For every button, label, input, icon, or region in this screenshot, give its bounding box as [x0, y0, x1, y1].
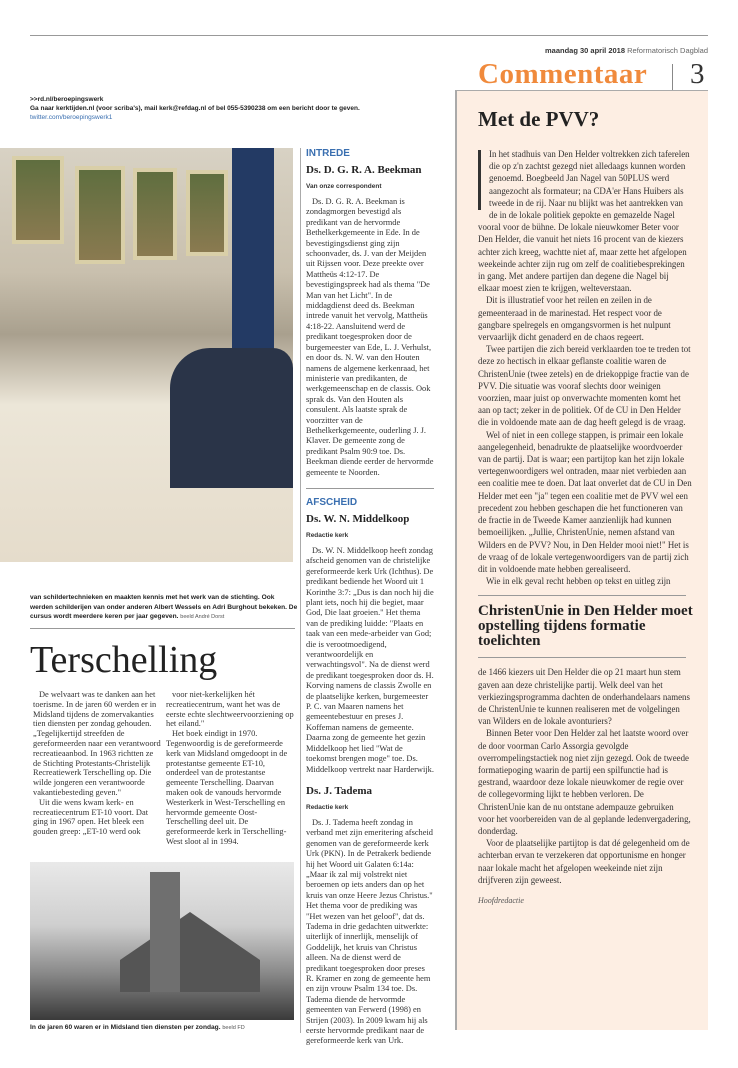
- afscheid-item: AFSCHEID Ds. W. N. Middelkoop Redactie kerk Ds. W. N. Middelkoop heeft zondag afscheid genomen van de christelijke gereformeerde kerk Urk (Ichthus). De predikant bediende het Woord uit 1 Korinthe 3:7: „Dus is dan noch hij die plant iets, noch hij die begiet, maar God, Die laat groeien." Het thema van de prediking luidde: "Plaats en taak van een mede-arbeider van God; die is verootmoedigend, verantwoordelijk en verwachtingsvol". Na de dienst werd de predikant toegesproken door ds. H. Korving namens de classis Zwolle en de plaatselijke kerken, burgemeester P. C. van Maaren namens het gemeentebestuur en preses J. Koffeman namens de gemeente. Daarna zong de gemeente het gezin Middelkoop het lied "Wat de toekomst brengen moge" toe. Ds. Middelkoop vertrekt naar Harderwijk.: [306, 496, 434, 774]
- article-column-2: voor niet-kerkelijken hét recreatiecentrum, want het was de eerste echte slechtweervoorziening op het eiland." Het boek eindigt in 1970. Tegenwoordig is de gereformeerde kerk van Midsland omgedoopt in de protestantse gemeente ET-10, onderdeel van de protestantse gemeente Terschelling. Daarvan maken ook de vanouds hervormde Westerkerk in West-Terschelling en hervormde gemeente Oost-Terschelling deel uit. De gereformeerde kerk in Terschelling-West sloot al in 1994.: [166, 690, 294, 846]
- info-text: Ga naar kerktijden.nl (voor scriba's), mail kerk@refdag.nl of bel 055-5390238 om een bericht door te geven.: [30, 105, 360, 112]
- paper-name: Reformatorisch Dagblad: [627, 46, 708, 55]
- top-rule: [30, 35, 708, 36]
- section-title: Commentaar: [478, 58, 648, 90]
- divider: [478, 657, 686, 658]
- divider: [30, 628, 295, 629]
- editorial-column: [478, 148, 692, 905]
- intrede-item: INTREDE Ds. D. G. R. A. Beekman Van onze correspondent Ds. D. G. R. A. Beekman is zondagmorgen bevestigd als predikant van de hervormde Bethelkerkgemeente in Ede. In de bevestigingsdienst ging zijn schoonvader, ds. J. van der Meijden uit Rijssen voor. Deze preekte over Mattheüs 4:12-17. De bevestigingspreek had als thema "De Man van het Licht". In de middagdienst deed ds. Beekman intrede vanuit het vervolg, Mattheüs 4:18-22. Aansluitend werd de predikant toegesproken door de burgemeester van Ede, L. J. Verhulst, en door ds. N. W. van den Houten namens de algemene kerkenraad, het ministerie van predikanten, de werkgemeenschap en de classis. Ook sprak ds. Van den Houten als consulent. Als laatste sprak de voorzitter van de Bethelkerkgemeente, ouderling J. J. Klaver. De gemeente zong de predikant Psalm 90:9 toe. Ds. Beekman diende eerder de hervormde gemeente te Noorden.: [306, 148, 434, 477]
- twitter-link[interactable]: twitter.com/beroepingswerk1: [30, 114, 113, 121]
- editorial-body: In het stadhuis van Den Helder voltrekken zich taferelen die op z'n zachtst gezegd niet alledaags kunnen worden genoemd. Boegbeeld Jan Nagel van 50PLUS werd aangezocht als formateur; na CDA'er Hans Huibers als tweede in de rij. Naar nu blijkt was het aantrekken van de in de lokale politiek gepokte en gemazelde Nagel vooral voor de bühne. De lokale nieuwkomer Beter voor Den Helder, die vanuit het niets 16 procent van de kiezers achter zich kreeg, wachtte niet af, maar zette het afgelopen weekeinde achter zijn rug om zelf de coalitiebesprekingen in gang. Met andere partijen dan degene die Nagel bij elkaar moest zien te krijgen, welteverstaan. Dit is illustratief voor het reilen en zeilen in de gemeenteraad in de marinestad. Het respect voor de gangbare spelregels en omgangsvormen is het nulpunt vervaarlijk dicht genaderd en de chaos regeert. Twee partijen die zich bereid verklaarden toe te treden tot deze zo hectisch in elkaar geflanste coalitie waren de ChristenUnie (twee zetels) en de driekoppige fractie van de PVV. Die situatie was vooraf slechts door weinigen voorzien, maar juist op onverwachte momenten komt het aan op tact; zeker in de politiek. Of de CU in Den Helder die in voldoende mate aan de dag heeft gelegd is de vraag. Wel of niet in een college stappen, is primair een lokale aangelegenheid, benadrukte de plaatselijke woordvoerder van de partij. Dat is waar; een partijtop kan het zijn lokale vertegenwoordigers wel ontraden, maar niet verbieden aan een coalitie mee te doen. Dat laat onverlet dat de CU in Den Helder met een "ja" tegen een coalitie met de PVV wel een precedent zou hebben geschapen die het functioneren van de fractie in de Tweede Kamer aanzienlijk had kunnen bemoeilijken. „Jullie, ChristenUnie, nemen afstand van Wilders en de PVV? Nou, in Den Helder mooi niet!" Het is de vraag of de lokale vertegenwoordigers van de partij zich dit in voldoende mate hebben gerealiseerd. Wie in elk geval recht hebben op tekst en uitleg zijn: [478, 149, 692, 587]
- item-title: Ds. D. G. R. A. Beekman: [306, 164, 422, 176]
- kicker: INTREDE: [306, 148, 350, 159]
- divider: [306, 488, 434, 489]
- divider: [672, 64, 673, 90]
- church-photo: [30, 862, 294, 1020]
- divider: [478, 595, 686, 596]
- church-news-column: [306, 148, 434, 1057]
- article-column-1: De welvaart was te danken aan het toerisme. In de jaren 60 werden er in Midsland tijdens de zomervakanties tien diensten per zondag gehouden. „Tegelijkertijd streefden de gereformeerden naar een verantwoord recreatieaanbod. In 1963 richtten ze de Stichting Protestants-Christelijk Recreatiewerk Terschelling op. Die wilde jongeren een verantwoorde vakantiebesteding geven." Uit die wens kwam kerk- en recreatiecentrum ET-10 voort. Dat ging in 1967 open. Het bleek een gouden greep: „ET-10 werd ook: [33, 690, 161, 837]
- column-divider: [300, 148, 301, 1033]
- editorial-subheadline: ChristenUnie in Den Helder moet opstelling tijdens formatie toelichten: [478, 603, 693, 650]
- page-number: 3: [690, 58, 705, 90]
- article-headline: Terschelling: [30, 639, 218, 681]
- tadema-item: Ds. J. Tadema Redactie kerk Ds. J. Tadema heeft zondag in verband met zijn emeritering afscheid genomen van de gereformeerde kerk Urk (PKN). In de Petrakerk bediende hij het Woord uit Galaten 6:14a: „Maar ik zal mij volstrekt niet beroemen op iets anders dan op het kruis van onze Heere Jezus Christus." Het thema voor de prediking was "Het wezen van het geloof", dat ds. Tadema in drie gedachten uitwerkte: uiterlijk of innerlijk, menselijk of Goddelijk, het kruis van Christus alleen. Na de dienst werd de predikant toegesproken door preses R. Kramer en zong de gemeente hem en zijn vrouw Psalm 134 toe. Ds. Tadema diende de hervormde gemeenten van Ferwerd (1998) en Strijen (2003). In 2009 kwam hij als eerste hervormde predikant naar de gereformeerde kerk van Urk.: [306, 784, 433, 1046]
- dateline: [545, 46, 708, 55]
- info-link[interactable]: >>rd.nl/beroepingswerk: [30, 96, 104, 103]
- drop-cap-bar: [478, 150, 481, 210]
- photo-credit: beeld André Dorst: [180, 614, 225, 620]
- date: maandag 30 april 2018: [544, 46, 626, 55]
- photo-credit: beeld FD: [222, 1025, 245, 1031]
- painting-class-photo: [0, 148, 293, 562]
- byline: Redactie kerk: [306, 803, 349, 811]
- info-box: [30, 95, 360, 122]
- byline: Redactie kerk: [306, 531, 349, 539]
- signature: Hoofdredactie: [478, 895, 524, 905]
- byline: Van onze correspondent: [306, 183, 382, 190]
- item-title: Ds. J. Tadema: [306, 784, 373, 797]
- photo-caption: In de jaren 60 waren er in Midsland tien diensten per zondag. beeld FD: [30, 1024, 245, 1031]
- editorial-headline: Met de PVV?: [478, 107, 600, 131]
- kicker: AFSCHEID: [306, 496, 358, 508]
- editorial-body-continued: de 1466 kiezers uit Den Helder die op 21 maart hun stem gaven aan deze christelijke partij. Welk deel van het verkiezingsprogramma dachten de onderhandelaars namens de ChristenUnie te kunnen realiseren met de volgelingen van Wilders en de lokale avonturiers? Binnen Beter voor Den Helder zal het laatste woord over de door voorman Carlo Assorgia gevolgde overrompelingstactiek nog niet zijn gezegd. Ook de tweede formatiepoging waarin de partij een spilfunctie had is gestrand, waardoor deze lokale nieuwkomer de regie over de collegevorming lijkt te hebben verloren. De ChristenUnie kan de nu ontstane adempauze gebruiken voor het voorbereiden van de al geplande ledenvergadering, donderdag. Voor de plaatselijke partijtop is dat dé gelegenheid om de achterban ervan te verzekeren dat opportunisme en honger naar lokale macht het afgelopen weekeinde niet zijn drijfveren zijn geweest.: [478, 667, 691, 885]
- item-title: Ds. W. N. Middelkoop: [306, 512, 410, 525]
- photo-caption: van schildertechnieken en maakten kennis met het werk van de stichting. Ook werden schilderijen van onder anderen Albert Wessels en Adri Burghout bekeken. De cursus wordt meerdere keren per jaar gegeven. beeld André Dorst: [30, 594, 298, 620]
